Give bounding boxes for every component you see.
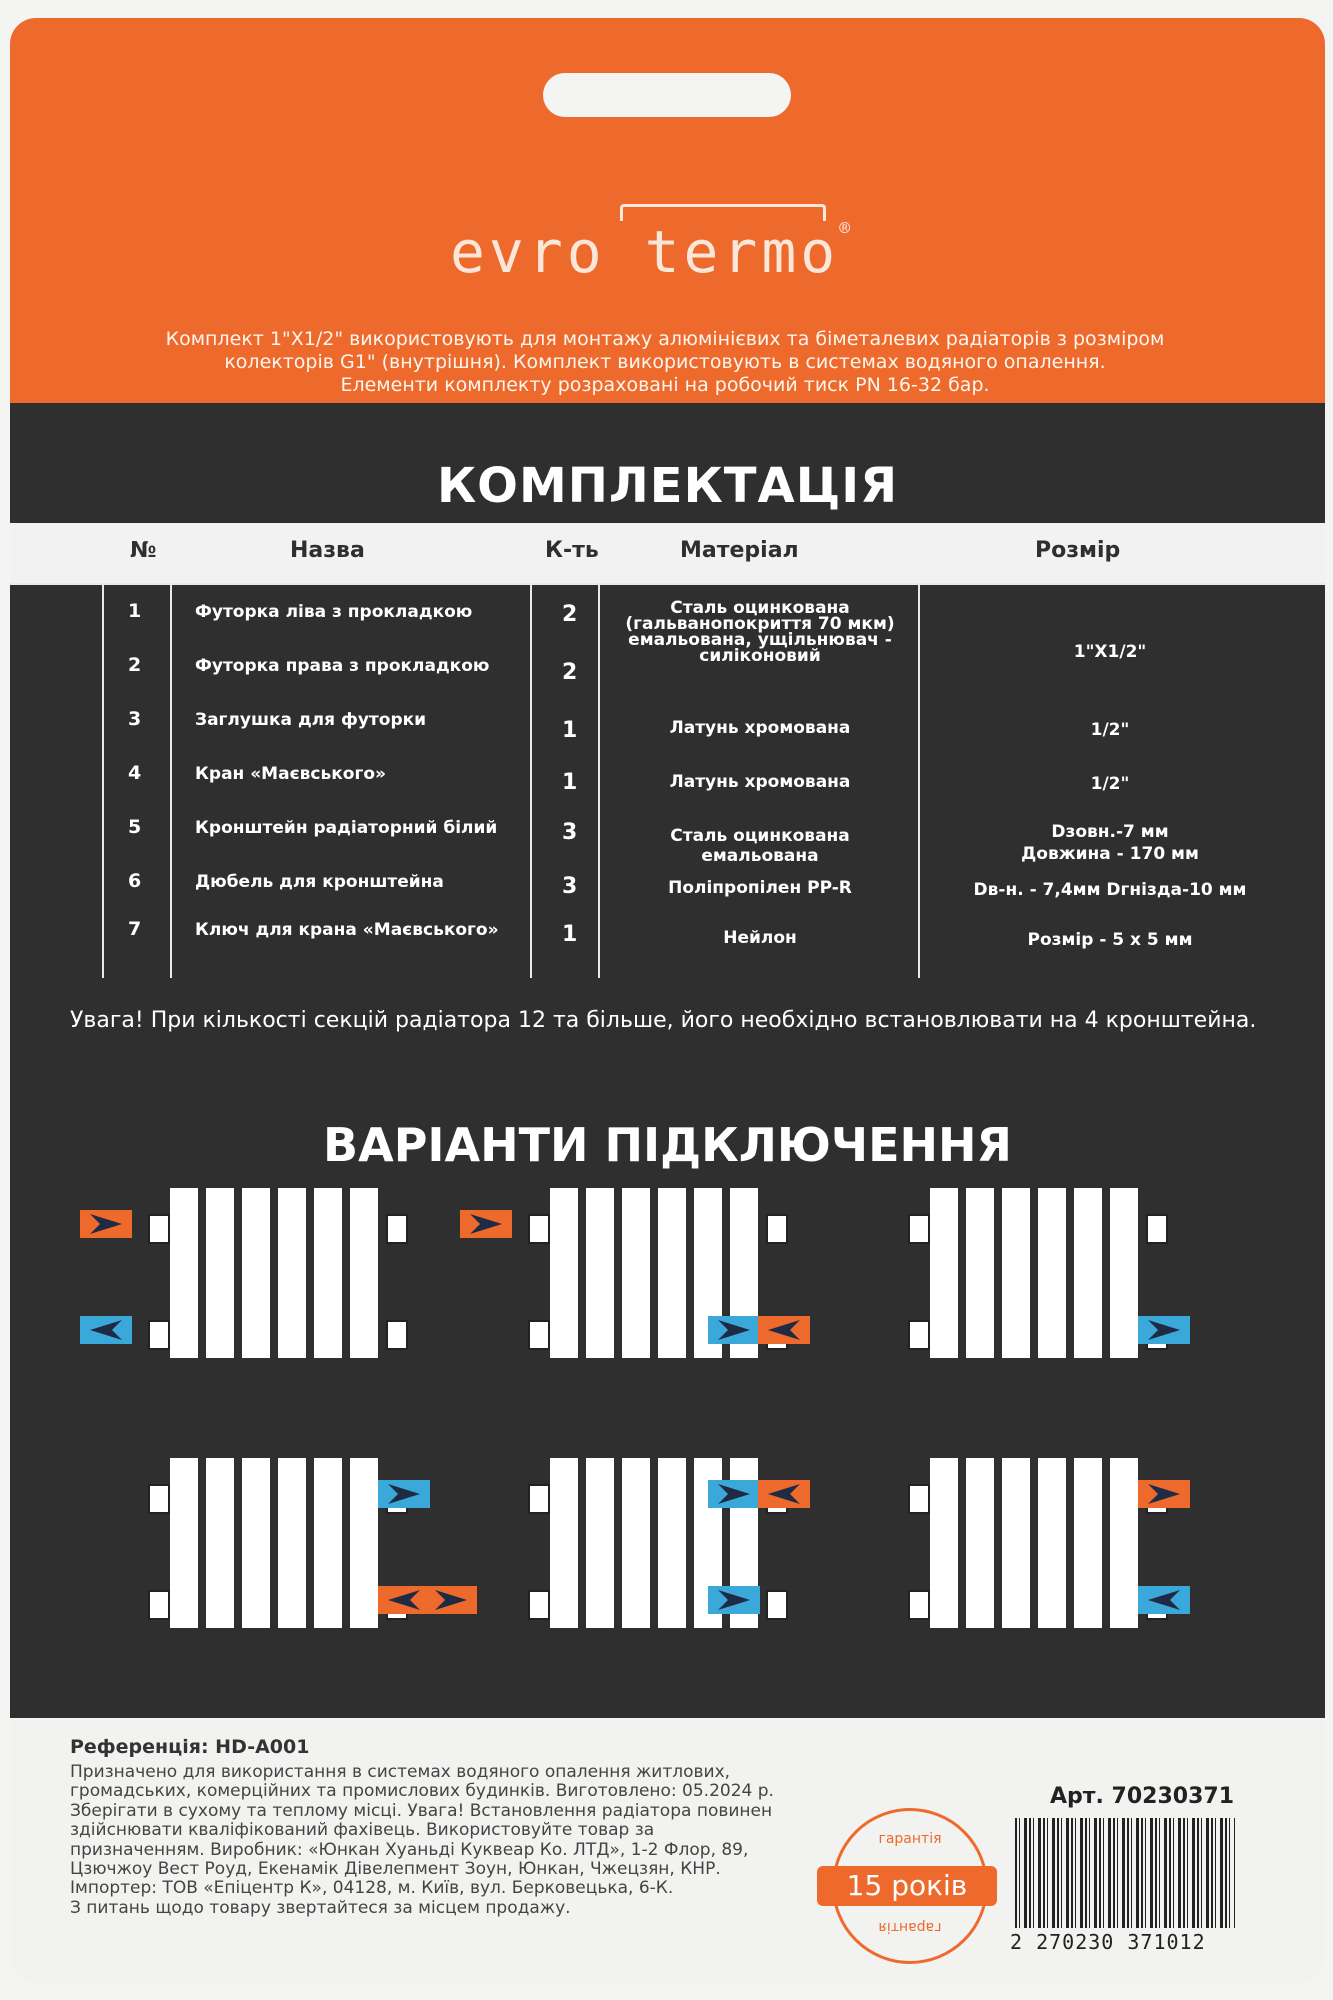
pipe-fitting bbox=[148, 1320, 170, 1350]
radiator-section bbox=[314, 1188, 342, 1358]
radiator-section bbox=[170, 1188, 198, 1358]
supply-arrow-icon bbox=[378, 1586, 430, 1614]
supply-arrow-icon bbox=[758, 1316, 810, 1344]
size-row-5b: Довжина - 170 мм bbox=[1021, 844, 1199, 864]
logo-registered-mark: ® bbox=[839, 218, 855, 239]
radiator-section bbox=[658, 1458, 686, 1628]
material-row-5: Сталь оцинкована емальована bbox=[670, 826, 850, 866]
row-no: 6 bbox=[128, 870, 142, 892]
connection-scheme bbox=[80, 1458, 450, 1668]
return-arrow-icon bbox=[1138, 1586, 1190, 1614]
size-row-3: 1/2" bbox=[1090, 720, 1130, 740]
connection-scheme bbox=[460, 1458, 830, 1668]
row-name: Кран «Маєвського» bbox=[195, 764, 386, 784]
col-header-name: Назва bbox=[290, 538, 365, 563]
radiator-section bbox=[658, 1188, 686, 1358]
row-no: 5 bbox=[128, 816, 142, 838]
pipe-fitting bbox=[528, 1484, 550, 1514]
col-header-size: Розмір bbox=[1035, 538, 1121, 563]
radiator-section bbox=[314, 1458, 342, 1628]
connection-scheme bbox=[80, 1188, 450, 1398]
row-qty: 1 bbox=[562, 922, 578, 947]
logo-bracket bbox=[620, 204, 826, 221]
radiator-section bbox=[966, 1188, 994, 1358]
return-arrow-icon bbox=[80, 1316, 132, 1344]
reference: Референція: HD-A001 bbox=[70, 1736, 310, 1758]
pipe-fitting bbox=[386, 1214, 408, 1244]
info-line: З питань щодо товару звертайтеся за місцем продажу. bbox=[70, 1897, 571, 1918]
connections-title: ВАРІАНТИ ПІДКЛЮЧЕННЯ bbox=[323, 1118, 1012, 1172]
return-arrow-icon bbox=[708, 1316, 760, 1344]
row-qty: 3 bbox=[562, 820, 578, 845]
row-qty: 1 bbox=[562, 718, 578, 743]
supply-arrow-icon bbox=[460, 1210, 512, 1238]
row-no: 1 bbox=[128, 600, 142, 622]
row-qty: 2 bbox=[562, 602, 578, 627]
radiator-section bbox=[1038, 1188, 1066, 1358]
intro-line: колекторів G1" (внутрішня). Комплект використовують в системах водяного опалення. bbox=[224, 351, 1106, 373]
pipe-fitting bbox=[1146, 1214, 1168, 1244]
supply-arrow-icon bbox=[758, 1480, 810, 1508]
row-name: Кронштейн радіаторний білий bbox=[195, 818, 498, 838]
warranty-badge bbox=[832, 1808, 988, 1964]
return-arrow-icon bbox=[378, 1480, 430, 1508]
radiator-section bbox=[1038, 1458, 1066, 1628]
info-line: Призначено для використання в системах водяного опалення житлових, bbox=[70, 1762, 731, 1782]
radiator-section bbox=[1074, 1188, 1102, 1358]
radiator-section bbox=[586, 1188, 614, 1358]
material-line: силіконовий bbox=[699, 646, 821, 666]
warranty-bottom-label: гарантія bbox=[878, 1919, 942, 1935]
table-header-bar bbox=[10, 523, 1325, 583]
row-no: 7 bbox=[128, 918, 142, 940]
radiator-section bbox=[206, 1458, 234, 1628]
pipe-fitting bbox=[528, 1590, 550, 1620]
connection-scheme bbox=[460, 1188, 830, 1398]
col-header-qty: К-ть bbox=[545, 538, 599, 563]
radiator-section bbox=[242, 1188, 270, 1358]
pipe-fitting bbox=[148, 1214, 170, 1244]
barcode bbox=[1015, 1818, 1235, 1928]
size-row-4: 1/2" bbox=[1090, 774, 1130, 794]
info-line: здійснювати кваліфікований фахівець. Використовуйте товар за bbox=[70, 1820, 655, 1841]
row-no: 3 bbox=[128, 708, 142, 730]
pipe-fitting bbox=[528, 1214, 550, 1244]
warranty-years: 15 років bbox=[817, 1866, 997, 1906]
pipe-fitting bbox=[908, 1320, 930, 1350]
grid-line bbox=[918, 583, 920, 978]
kit-title: КОМПЛЕКТАЦІЯ bbox=[436, 458, 899, 514]
col-header-material: Матеріал bbox=[680, 538, 799, 563]
radiator-section bbox=[966, 1458, 994, 1628]
size-row-5a: Dзовн.-7 мм bbox=[1051, 822, 1169, 842]
material-row-6: Поліпропілен PP-R bbox=[668, 878, 852, 898]
connection-scheme bbox=[840, 1458, 1210, 1668]
grid-line bbox=[102, 583, 104, 978]
intro-line: Комплект 1"X1/2" використовують для монтажу алюмінієвих та біметалевих радіаторів з розміром bbox=[165, 328, 1165, 350]
col-header-no: № bbox=[130, 538, 157, 563]
material-row-7: Нейлон bbox=[723, 928, 797, 948]
radiator-section bbox=[930, 1188, 958, 1358]
row-qty: 1 bbox=[562, 770, 578, 795]
pipe-fitting bbox=[386, 1320, 408, 1350]
row-no: 4 bbox=[128, 762, 142, 784]
pipe-fitting bbox=[908, 1214, 930, 1244]
info-line: Зберігати в сухому та теплому місці. Увага! Встановлення радіатора повинен bbox=[70, 1800, 773, 1821]
row-name: Футорка права з прокладкою bbox=[195, 656, 490, 676]
grid-line bbox=[170, 583, 172, 978]
warning-text: Увага! При кількості секцій радіатора 12 та більше, його необхідно встановлювати на 4 кронштейна. bbox=[70, 1008, 1257, 1033]
radiator-section bbox=[1002, 1188, 1030, 1358]
radiator-section bbox=[278, 1188, 306, 1358]
grid-line bbox=[10, 583, 1325, 585]
radiator-section bbox=[550, 1188, 578, 1358]
material-line: емальована, ущільнювач - bbox=[628, 630, 892, 650]
return-arrow-icon bbox=[708, 1586, 760, 1614]
intro-text bbox=[105, 328, 1225, 397]
row-name: Ключ для крана «Маєвського» bbox=[195, 920, 499, 940]
row-qty: 2 bbox=[562, 660, 578, 685]
info-line: Імпортер: ТОВ «Епіцентр К», 04128, м. Київ, вул. Берковецька, 6-К. bbox=[70, 1878, 674, 1899]
grid-line bbox=[530, 583, 532, 978]
warranty-top-label: гарантія bbox=[878, 1831, 942, 1847]
radiator-section bbox=[206, 1188, 234, 1358]
pipe-fitting bbox=[148, 1484, 170, 1514]
material-line: (гальванопокриття 70 мкм) bbox=[625, 614, 895, 634]
pipe-fitting bbox=[908, 1590, 930, 1620]
radiator-section bbox=[350, 1188, 378, 1358]
radiator-section bbox=[586, 1458, 614, 1628]
row-name: Футорка ліва з прокладкою bbox=[195, 602, 473, 622]
radiator-section bbox=[170, 1458, 198, 1628]
row-name: Дюбель для кронштейна bbox=[195, 872, 444, 892]
pipe-fitting bbox=[528, 1320, 550, 1350]
logo-text: evro termo bbox=[450, 218, 840, 286]
pipe-fitting bbox=[908, 1484, 930, 1514]
info-line: призначенням. Виробник: «Юнкан Хуаньді Куквеар Ко. ЛТД», 1-2 Флор, 89, bbox=[70, 1839, 749, 1860]
brand-logo bbox=[450, 218, 890, 298]
grid-line bbox=[598, 583, 600, 978]
row-no: 2 bbox=[128, 654, 142, 676]
info-line: Цзючжоу Вест Роуд, Екенамік Дівелепмент Зоун, Юнкан, Чжецзян, КНР. bbox=[70, 1859, 721, 1880]
pipe-fitting bbox=[766, 1590, 788, 1620]
radiator-section bbox=[930, 1458, 958, 1628]
pipe-fitting bbox=[766, 1214, 788, 1244]
intro-line: Елементи комплекту розраховані на робочий тиск PN 16-32 бар. bbox=[340, 374, 990, 396]
size-row-6: Dв-н. - 7,4мм Dгнізда-10 мм bbox=[973, 880, 1247, 900]
radiator-section bbox=[278, 1458, 306, 1628]
row-name: Заглушка для футорки bbox=[195, 710, 427, 730]
article-number: Арт. 70230371 bbox=[1050, 1784, 1235, 1809]
row-qty: 3 bbox=[562, 874, 578, 899]
return-arrow-icon bbox=[1138, 1316, 1190, 1344]
radiator-section bbox=[622, 1458, 650, 1628]
radiator-section bbox=[550, 1458, 578, 1628]
radiator-section bbox=[1002, 1458, 1030, 1628]
hang-hole bbox=[543, 73, 791, 117]
radiator-section bbox=[1110, 1458, 1138, 1628]
return-arrow-icon bbox=[708, 1480, 760, 1508]
info-text bbox=[70, 1763, 810, 1918]
material-rows-1-2 bbox=[610, 600, 910, 664]
radiator-section bbox=[350, 1458, 378, 1628]
size-row-7: Розмір - 5 х 5 мм bbox=[1027, 930, 1193, 950]
material-row-4: Латунь хромована bbox=[669, 772, 851, 792]
barcode-digits: 2 270230 371012 bbox=[1010, 1930, 1206, 1954]
material-line: Сталь оцинкована bbox=[670, 598, 850, 618]
radiator-section bbox=[622, 1188, 650, 1358]
radiator-section bbox=[1074, 1458, 1102, 1628]
radiator-section bbox=[1110, 1188, 1138, 1358]
info-line: громадських, комерційних та промислових будинків. Виготовлено: 05.2024 р. bbox=[70, 1781, 774, 1802]
material-row-3: Латунь хромована bbox=[669, 718, 851, 738]
radiator-section bbox=[242, 1458, 270, 1628]
pipe-fitting bbox=[148, 1590, 170, 1620]
connection-scheme bbox=[840, 1188, 1210, 1398]
supply-arrow-icon bbox=[1138, 1480, 1190, 1508]
supply-arrow-icon bbox=[80, 1210, 132, 1238]
size-rows-1-2: 1"X1/2" bbox=[1073, 642, 1147, 662]
packaging-card bbox=[10, 18, 1325, 1983]
